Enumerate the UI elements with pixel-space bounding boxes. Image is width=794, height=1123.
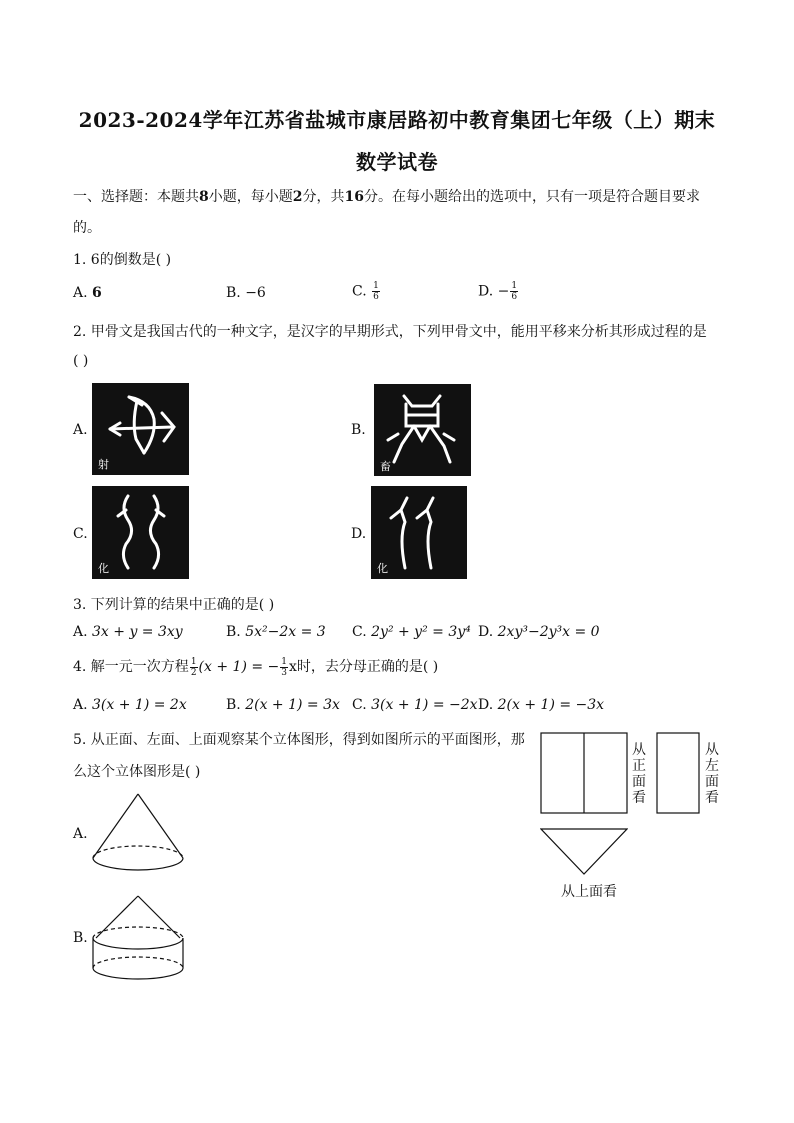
cone-cylinder-figure bbox=[90, 894, 186, 982]
section-intro bbox=[73, 186, 700, 206]
intro-text-d: 分。在每小题给出的选项中，只有一项是符合题目要求 bbox=[363, 189, 700, 205]
option-label: A. bbox=[73, 624, 88, 640]
section-intro-line2: 的。 bbox=[73, 220, 101, 236]
cone-figure bbox=[90, 792, 186, 874]
minus-sign: − bbox=[497, 283, 510, 300]
option-label: B. bbox=[226, 697, 241, 713]
left-view-figure bbox=[656, 732, 700, 814]
option-label: B. bbox=[226, 624, 241, 640]
option-value: 2y² + y² = 3y⁴ bbox=[371, 624, 471, 640]
intro-text-a: 一、选择题：本题共 bbox=[73, 189, 199, 205]
front-view-label: 从正面看 bbox=[632, 742, 646, 806]
q5-option-b[interactable] bbox=[90, 894, 186, 982]
q2-stem-line2: ( ) bbox=[73, 353, 89, 369]
q1-stem: 1. 6的倒数是( ) bbox=[73, 252, 172, 268]
option-label: A. bbox=[73, 285, 88, 301]
q1-option-c[interactable] bbox=[352, 281, 381, 302]
option-label: A. bbox=[73, 697, 88, 713]
option-value: 2(x + 1) = −3x bbox=[497, 697, 605, 713]
stem-text: 4. 解一元一次方程 bbox=[73, 659, 189, 675]
q5-option-a-label: A. bbox=[73, 826, 88, 842]
q4-option-a[interactable] bbox=[73, 697, 187, 713]
oracle-bone-hua-d-image bbox=[371, 486, 467, 579]
stem-text: x时，去分母正确的是( ) bbox=[289, 659, 439, 675]
q3-option-a[interactable] bbox=[73, 624, 183, 640]
option-value: 2xy³−2y³x = 0 bbox=[497, 624, 600, 640]
image-caption: 化 bbox=[98, 562, 109, 575]
points-each: 2 bbox=[292, 189, 303, 205]
fraction: $\frac{1}{2}$ bbox=[190, 656, 197, 678]
fraction: $\frac{1}{6}$ bbox=[511, 281, 518, 302]
image-caption: 畜 bbox=[380, 460, 391, 473]
option-label: C. bbox=[352, 697, 367, 713]
q4-option-c[interactable] bbox=[352, 697, 478, 713]
option-value: 6 bbox=[92, 285, 102, 301]
intro-text-b: 小题，每小题 bbox=[208, 189, 293, 205]
q1-option-a[interactable] bbox=[73, 285, 102, 301]
q3-option-c[interactable] bbox=[352, 624, 471, 640]
q5-option-b-label: B. bbox=[73, 930, 88, 946]
q3-stem: 3. 下列计算的结果中正确的是( ) bbox=[73, 597, 275, 613]
image-caption: 化 bbox=[377, 562, 388, 575]
fraction: $\frac{1}{3}$ bbox=[281, 656, 287, 678]
image-caption: 射 bbox=[98, 458, 109, 471]
fraction: $\frac{1}{6}$ bbox=[373, 281, 379, 302]
q2-option-d-label: D. bbox=[351, 526, 367, 542]
option-label: B. bbox=[226, 285, 241, 301]
top-view-shape bbox=[540, 828, 628, 876]
q3-option-d[interactable] bbox=[478, 624, 600, 640]
q1-option-b[interactable] bbox=[226, 285, 266, 301]
option-value: −6 bbox=[245, 285, 266, 301]
question-count: 8 bbox=[199, 189, 209, 205]
front-view-figure bbox=[540, 732, 628, 814]
q2-option-a-label: A. bbox=[73, 422, 88, 438]
option-value: 2(x + 1) = 3x bbox=[245, 697, 340, 713]
left-view-label: 从左面看 bbox=[705, 742, 719, 806]
option-label: C. bbox=[352, 283, 367, 300]
oracle-bone-she-image bbox=[92, 383, 189, 475]
intro-text-c: 分，共 bbox=[302, 189, 345, 205]
q4-stem bbox=[73, 656, 438, 678]
top-view-label: 从上面看 bbox=[561, 884, 617, 900]
option-label: D. bbox=[478, 697, 494, 713]
q5-stem: 5. 从正面、左面、上面观察某个立体图形，得到如图所示的平面图形，那 bbox=[73, 732, 525, 748]
q4-option-d[interactable] bbox=[478, 697, 604, 713]
points-total: 16 bbox=[344, 189, 364, 205]
front-view-shape bbox=[540, 732, 628, 814]
q2-option-c-label: C. bbox=[73, 526, 88, 542]
oracle-bone-xu-image bbox=[374, 384, 471, 476]
page-subtitle: 数学试卷 bbox=[356, 150, 438, 174]
q5-stem-line2: 么这个立体图形是( ) bbox=[73, 764, 201, 780]
q4-option-b[interactable] bbox=[226, 697, 340, 713]
q2-option-d[interactable] bbox=[371, 486, 467, 579]
q2-option-a[interactable] bbox=[92, 383, 189, 475]
q2-stem: 2. 甲骨文是我国古代的一种文字，是汉字的早期形式，下列甲骨文中，能用平移来分析其形成过程的是 bbox=[73, 324, 707, 340]
q5-option-a[interactable] bbox=[90, 792, 186, 874]
page-title: 2023-2024学年江苏省盐城市康居路初中教育集团七年级（上）期末 bbox=[78, 108, 716, 132]
q2-option-c[interactable] bbox=[92, 486, 189, 579]
top-view-figure bbox=[540, 828, 628, 876]
q2-option-b[interactable] bbox=[374, 384, 471, 476]
q3-option-b[interactable] bbox=[226, 624, 326, 640]
option-label: D. bbox=[478, 624, 494, 640]
option-value: 3x + y = 3xy bbox=[92, 624, 183, 640]
option-value: 5x²−2x = 3 bbox=[245, 624, 326, 640]
option-label: C. bbox=[352, 624, 367, 640]
oracle-bone-hua-c-image bbox=[92, 486, 189, 579]
q2-option-b-label: B. bbox=[351, 422, 366, 438]
option-value: 3(x + 1) = −2x bbox=[371, 697, 478, 713]
q1-option-d[interactable] bbox=[478, 281, 519, 302]
option-label: D. bbox=[478, 283, 494, 300]
option-value: 3(x + 1) = 2x bbox=[92, 697, 187, 713]
left-view-shape bbox=[656, 732, 700, 814]
equation-text: (x + 1) = − bbox=[198, 659, 280, 675]
